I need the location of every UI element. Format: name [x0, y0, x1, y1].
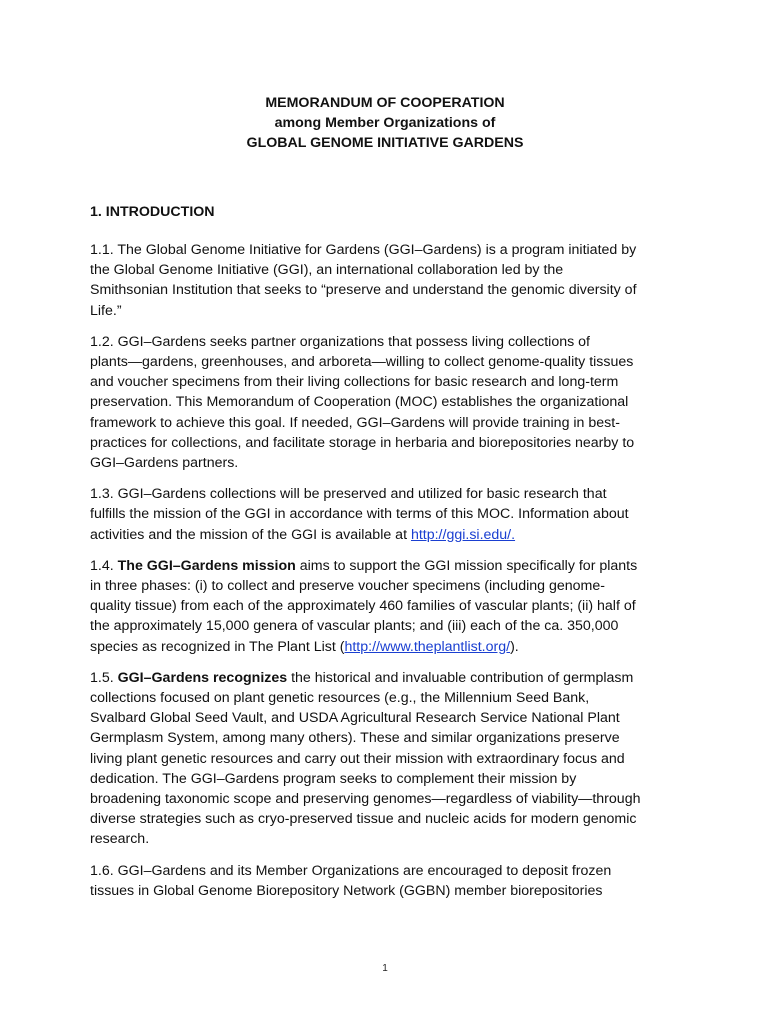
text-line: living plant genetic resources and carry out their mission with extraordinary focus and	[90, 750, 625, 767]
text-line: dedication. The GGI–Gardens program seeks to complement their mission by	[90, 770, 577, 787]
section-heading: 1. INTRODUCTION	[90, 204, 215, 220]
paragraph-1-2	[90, 332, 680, 473]
text-line: Life.”	[90, 302, 122, 319]
text-line	[90, 668, 680, 688]
text-line: tissues in Global Genome Biorepository Network (GGBN) member biorepositories	[90, 882, 603, 899]
title-line-1: MEMORANDUM OF COOPERATION	[265, 95, 505, 111]
paragraph-1-4	[90, 556, 680, 657]
text-fragment: 1.5.	[90, 669, 118, 686]
page-number: 1	[382, 963, 388, 974]
paragraph-1-6	[90, 861, 680, 901]
text-fragment: the historical and invaluable contribution of germplasm	[287, 669, 634, 686]
text-line: 1.3. GGI–Gardens collections will be preserved and utilized for basic research that	[90, 486, 607, 503]
document-page	[90, 93, 680, 901]
text-line: GGI–Gardens partners.	[90, 455, 239, 472]
text-line: research.	[90, 831, 150, 848]
text-line: 1.6. GGI–Gardens and its Member Organizations are encouraged to deposit frozen	[90, 862, 612, 879]
title-line-2: among Member Organizations of	[274, 115, 496, 131]
text-line: Svalbard Global Seed Vault, and USDA Agricultural Research Service National Plant	[90, 710, 620, 727]
text-line: the Global Genome Initiative (GGI), an international collaboration led by the	[90, 262, 564, 279]
paragraph-1-5	[90, 668, 680, 850]
text-line	[90, 637, 680, 657]
text-line: Germplasm System, among many others). These and similar organizations preserve	[90, 730, 620, 747]
text-line: 1.1. The Global Genome Initiative for Gardens (GGI–Gardens) is a program initiated by	[90, 242, 637, 258]
text-line: preservation. This Memorandum of Cooperation (MOC) establishes the organizational	[90, 394, 629, 411]
text-line: plants—gardens, greenhouses, and arboreta—willing to collect genome-quality tissues	[90, 354, 634, 371]
text-fragment: ).	[510, 638, 519, 655]
text-line: quality tissue) from each of the approximately 460 families of vascular plants; (ii) half of	[90, 598, 636, 615]
text-fragment: activities and the mission of the GGI is available at	[90, 526, 411, 543]
text-line: collections focused on plant genetic resources (e.g., the Millennium Seed Bank,	[90, 690, 590, 707]
paragraph-1-1	[90, 240, 680, 321]
bold-phrase: The GGI–Gardens mission	[117, 557, 296, 574]
text-fragment: species as recognized in The Plant List (	[90, 638, 345, 655]
text-line: fulfills the mission of the GGI in accordance with terms of this MOC. Information about	[90, 506, 629, 523]
text-line: the approximately 15,000 genera of vascular plants; and (iii) each of the ca. 350,000	[90, 618, 619, 635]
plant-list-link[interactable]: http://www.theplantlist.org/	[344, 638, 511, 655]
text-line	[90, 525, 680, 545]
text-line: framework to achieve this goal. If needed, GGI–Gardens will provide training in best-	[90, 414, 620, 431]
text-fragment: aims to support the GGI mission specifically for plants	[295, 557, 638, 574]
text-fragment: 1.4.	[90, 557, 118, 574]
text-line: in three phases: (i) to collect and preserve voucher specimens (including genome-	[90, 578, 605, 595]
text-line: broadening taxonomic scope and preserving genomes—regardless of viability—through	[90, 791, 641, 808]
ggi-website-link[interactable]: http://ggi.si.edu/.	[410, 526, 516, 543]
text-line: practices for collections, and facilitate storage in herbaria and biorepositories nearby to	[90, 434, 635, 451]
text-line: diverse strategies such as cryo-preserved tissue and nucleic acids for modern genomic	[90, 811, 637, 828]
document-title	[90, 93, 680, 153]
paragraph-1-3	[90, 484, 680, 545]
text-line: and voucher specimens from their living collections for basic research and long-term	[90, 374, 619, 391]
title-line-3: GLOBAL GENOME INITIATIVE GARDENS	[246, 135, 524, 151]
text-line	[90, 556, 680, 576]
text-line: 1.2. GGI–Gardens seeks partner organizations that possess living collections of	[90, 333, 590, 350]
bold-phrase: GGI–Gardens recognizes	[117, 669, 288, 686]
text-line: Smithsonian Institution that seeks to “preserve and understand the genomic diversity of	[90, 282, 637, 299]
